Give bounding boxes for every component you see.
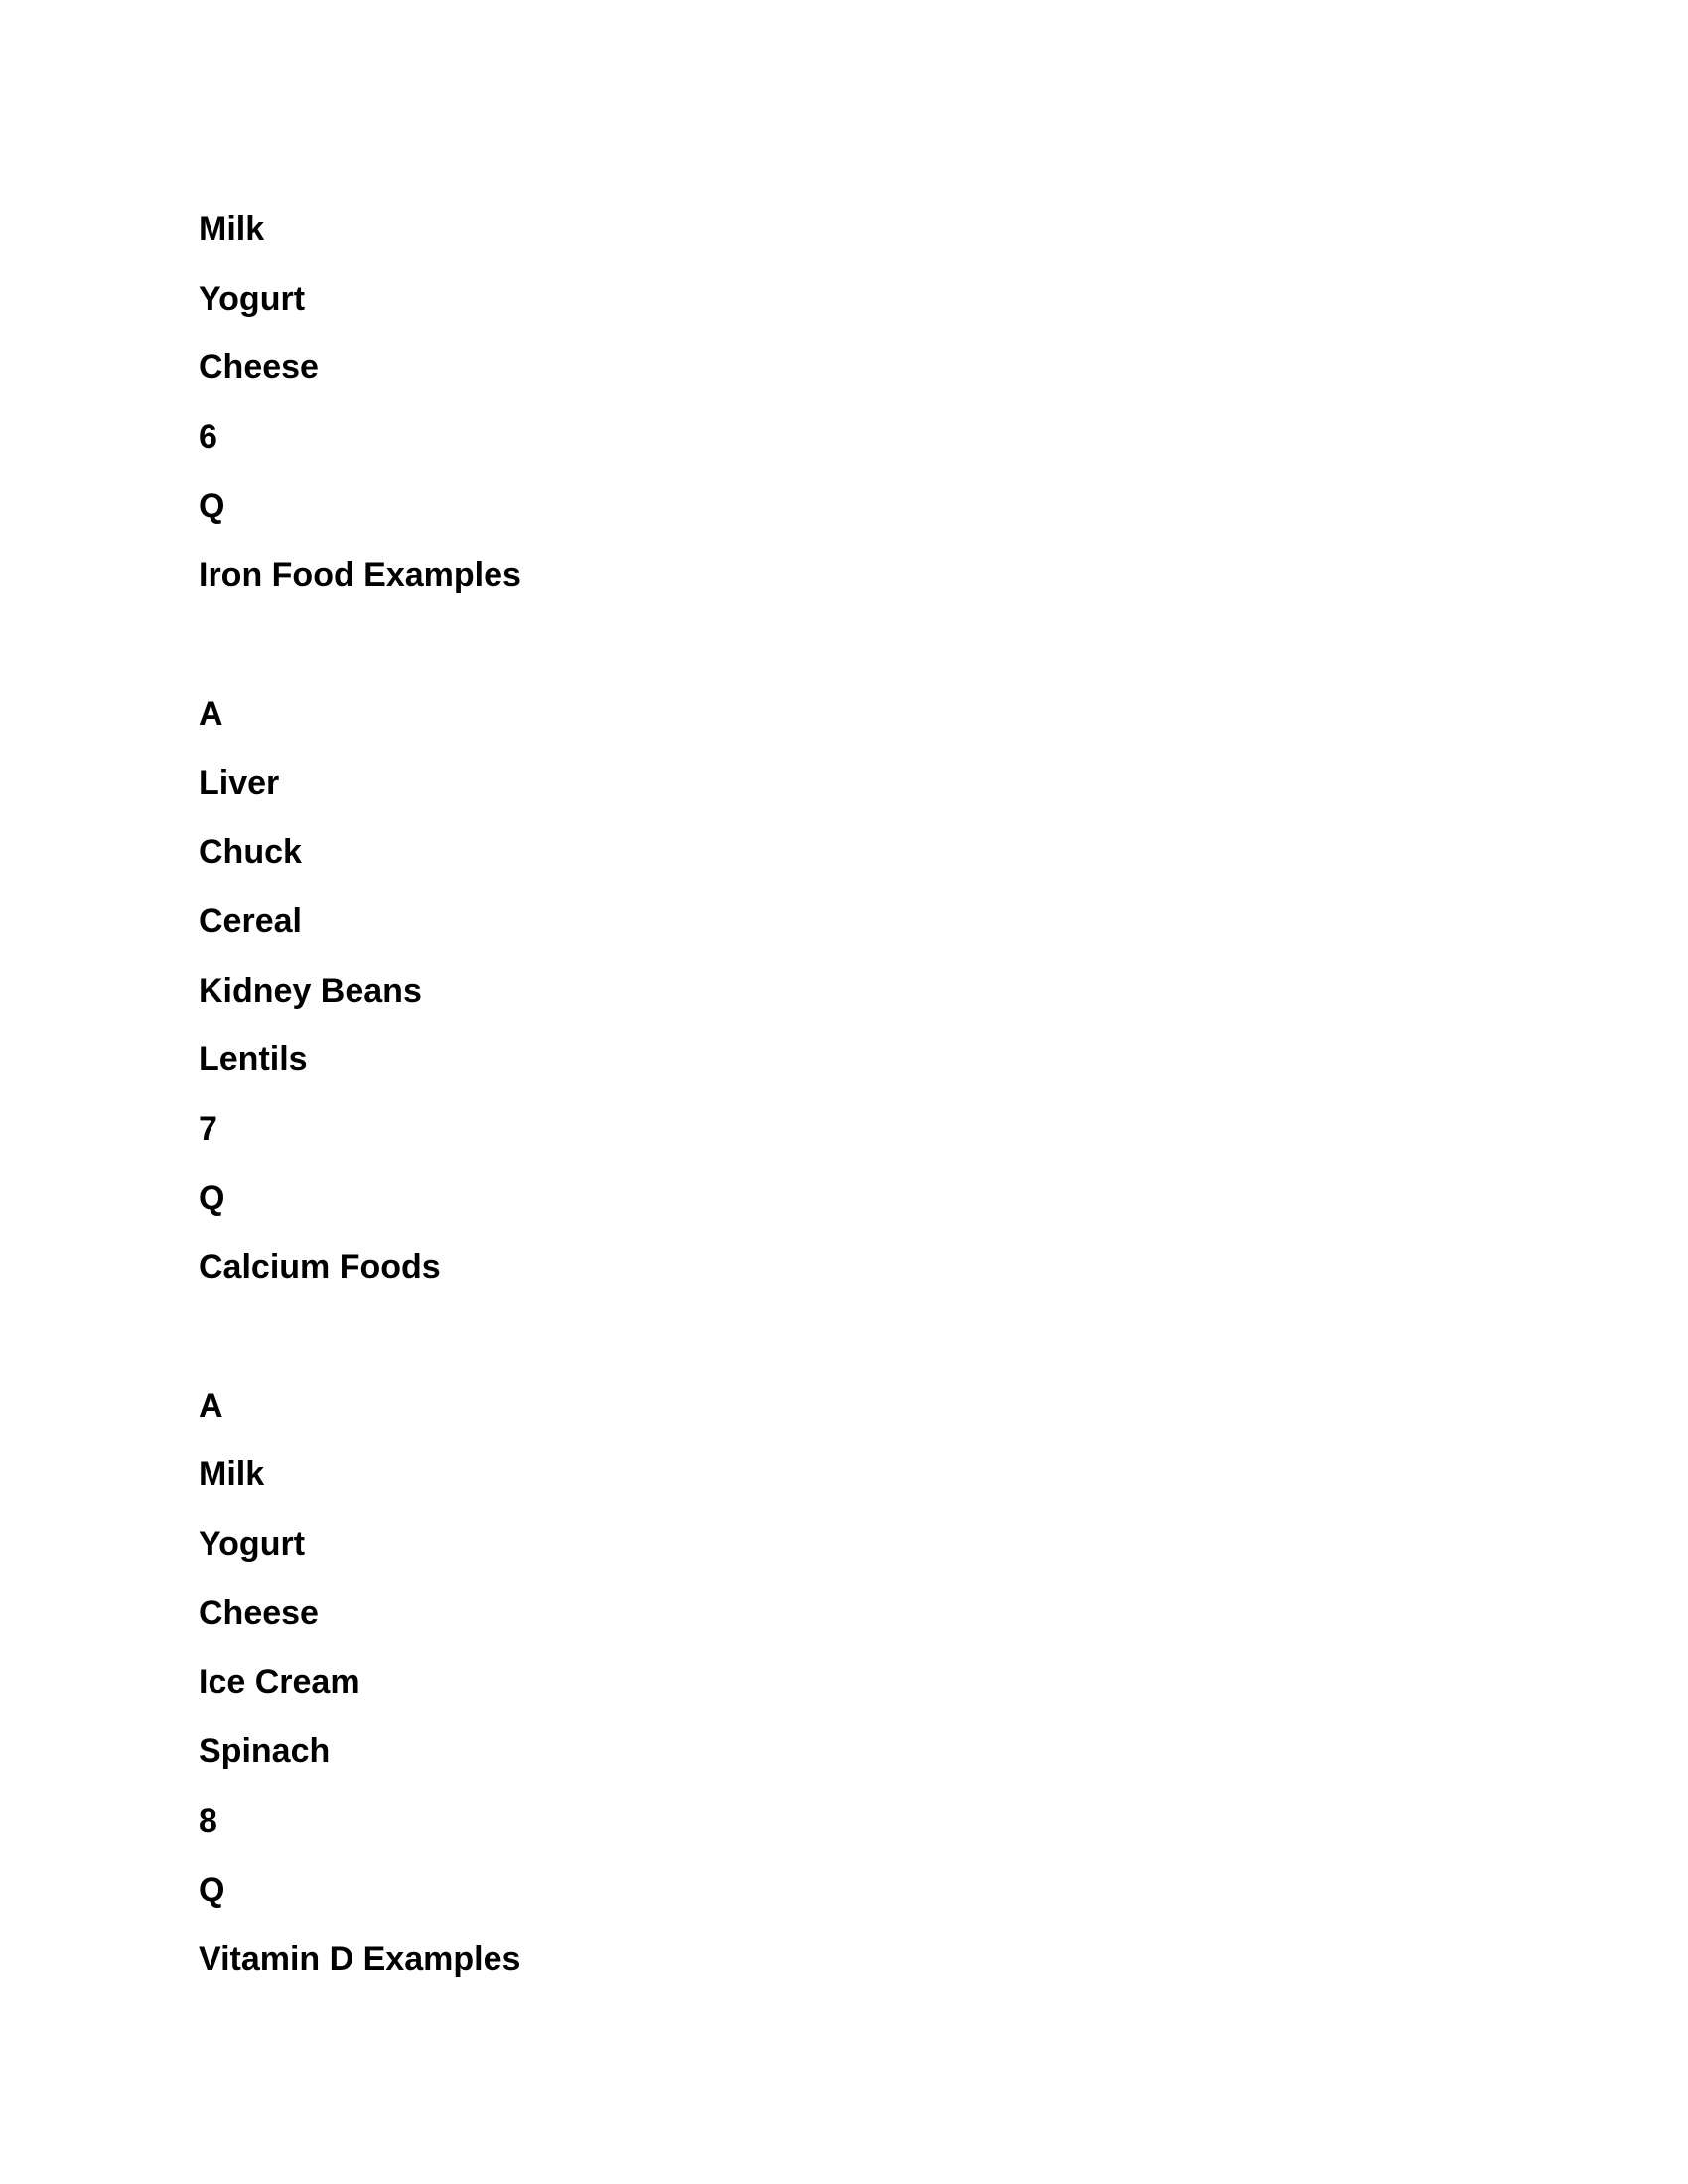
blank-line [199,1302,521,1372]
question-label: Q [199,486,225,525]
question-number: 6 [199,418,217,457]
answer-item: Milk [199,1455,265,1494]
question-label: Q [199,1870,225,1909]
blank-line [199,611,521,680]
answer-item: Spinach [199,1732,331,1771]
question-text: Iron Food Examples [199,556,521,595]
answer-item: Ice Cream [199,1663,360,1702]
answer-item: Chuck [199,833,302,872]
answer-item: Cereal [199,901,302,940]
question-number: 8 [199,1801,217,1840]
question-number: 7 [199,1109,217,1148]
question-text: Calcium Foods [199,1248,441,1287]
answer-item: Liver [199,763,280,802]
answer-item: Yogurt [199,1525,306,1564]
answer-item: Lentils [199,1040,308,1079]
answer-label: A [199,1386,223,1425]
document-page [199,196,521,1994]
answer-item: Cheese [199,1593,319,1632]
answer-item: Cheese [199,348,319,387]
answer-label: A [199,694,223,733]
answer-item: Milk [199,210,265,248]
answer-item: Yogurt [199,279,306,318]
question-text: Vitamin D Examples [199,1940,521,1979]
answer-item: Kidney Beans [199,971,422,1010]
question-label: Q [199,1178,225,1217]
